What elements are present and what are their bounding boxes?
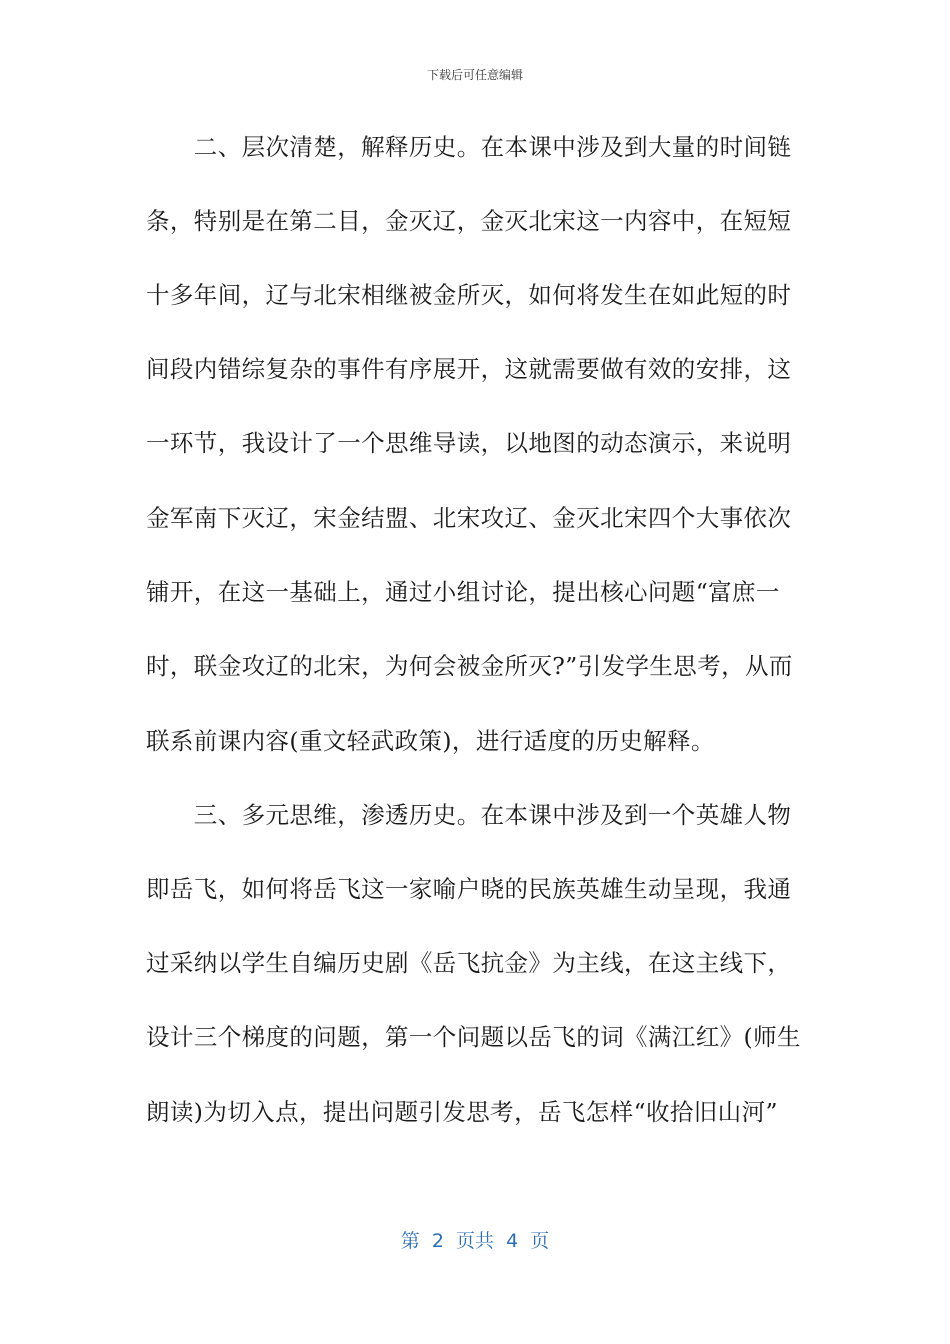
- body-line: 过采纳以学生自编历史剧《岳飞抗金》为主线，在这主线下，: [146, 949, 792, 977]
- body-line: 联系前课内容(重文轻武政策)，进行适度的历史解释。: [146, 727, 715, 755]
- body-line: 即岳飞，如何将岳飞这一家喻户晓的民族英雄生动呈现，我通: [146, 875, 792, 903]
- body-line: 时，联金攻辽的北宋，为何会被金所灭?”引发学生思考，从而: [146, 652, 793, 680]
- page-number: 第 2 页共 4 页: [400, 1230, 550, 1252]
- body-line: 条，特别是在第二目，金灭辽，金灭北宋这一内容中，在短短: [146, 207, 792, 235]
- body-line: 铺开，在这一基础上，通过小组讨论，提出核心问题“富庶一: [146, 578, 780, 606]
- body-line: 二、层次清楚，解释历史。在本课中涉及到大量的时间链: [146, 133, 792, 161]
- body-line: 三、多元思维，渗透历史。在本课中涉及到一个英雄人物: [146, 801, 792, 829]
- body-line: 金军南下灭辽，宋金结盟、北宋攻辽、金灭北宋四个大事依次: [146, 504, 792, 532]
- body-line: 一环节，我设计了一个思维导读，以地图的动态演示，来说明: [146, 429, 792, 457]
- body-line: 设计三个梯度的问题，第一个问题以岳飞的词《满江红》(师生: [146, 1023, 801, 1051]
- header-note: 下载后可任意编辑: [426, 68, 523, 82]
- body-line: 朗读)为切入点，提出问题引发思考，岳飞怎样“收拾旧山河”: [146, 1098, 778, 1126]
- body-line: 十多年间，辽与北宋相继被金所灭，如何将发生在如此短的时: [146, 281, 792, 309]
- body-line: 间段内错综复杂的事件有序展开，这就需要做有效的安排，这: [146, 355, 792, 383]
